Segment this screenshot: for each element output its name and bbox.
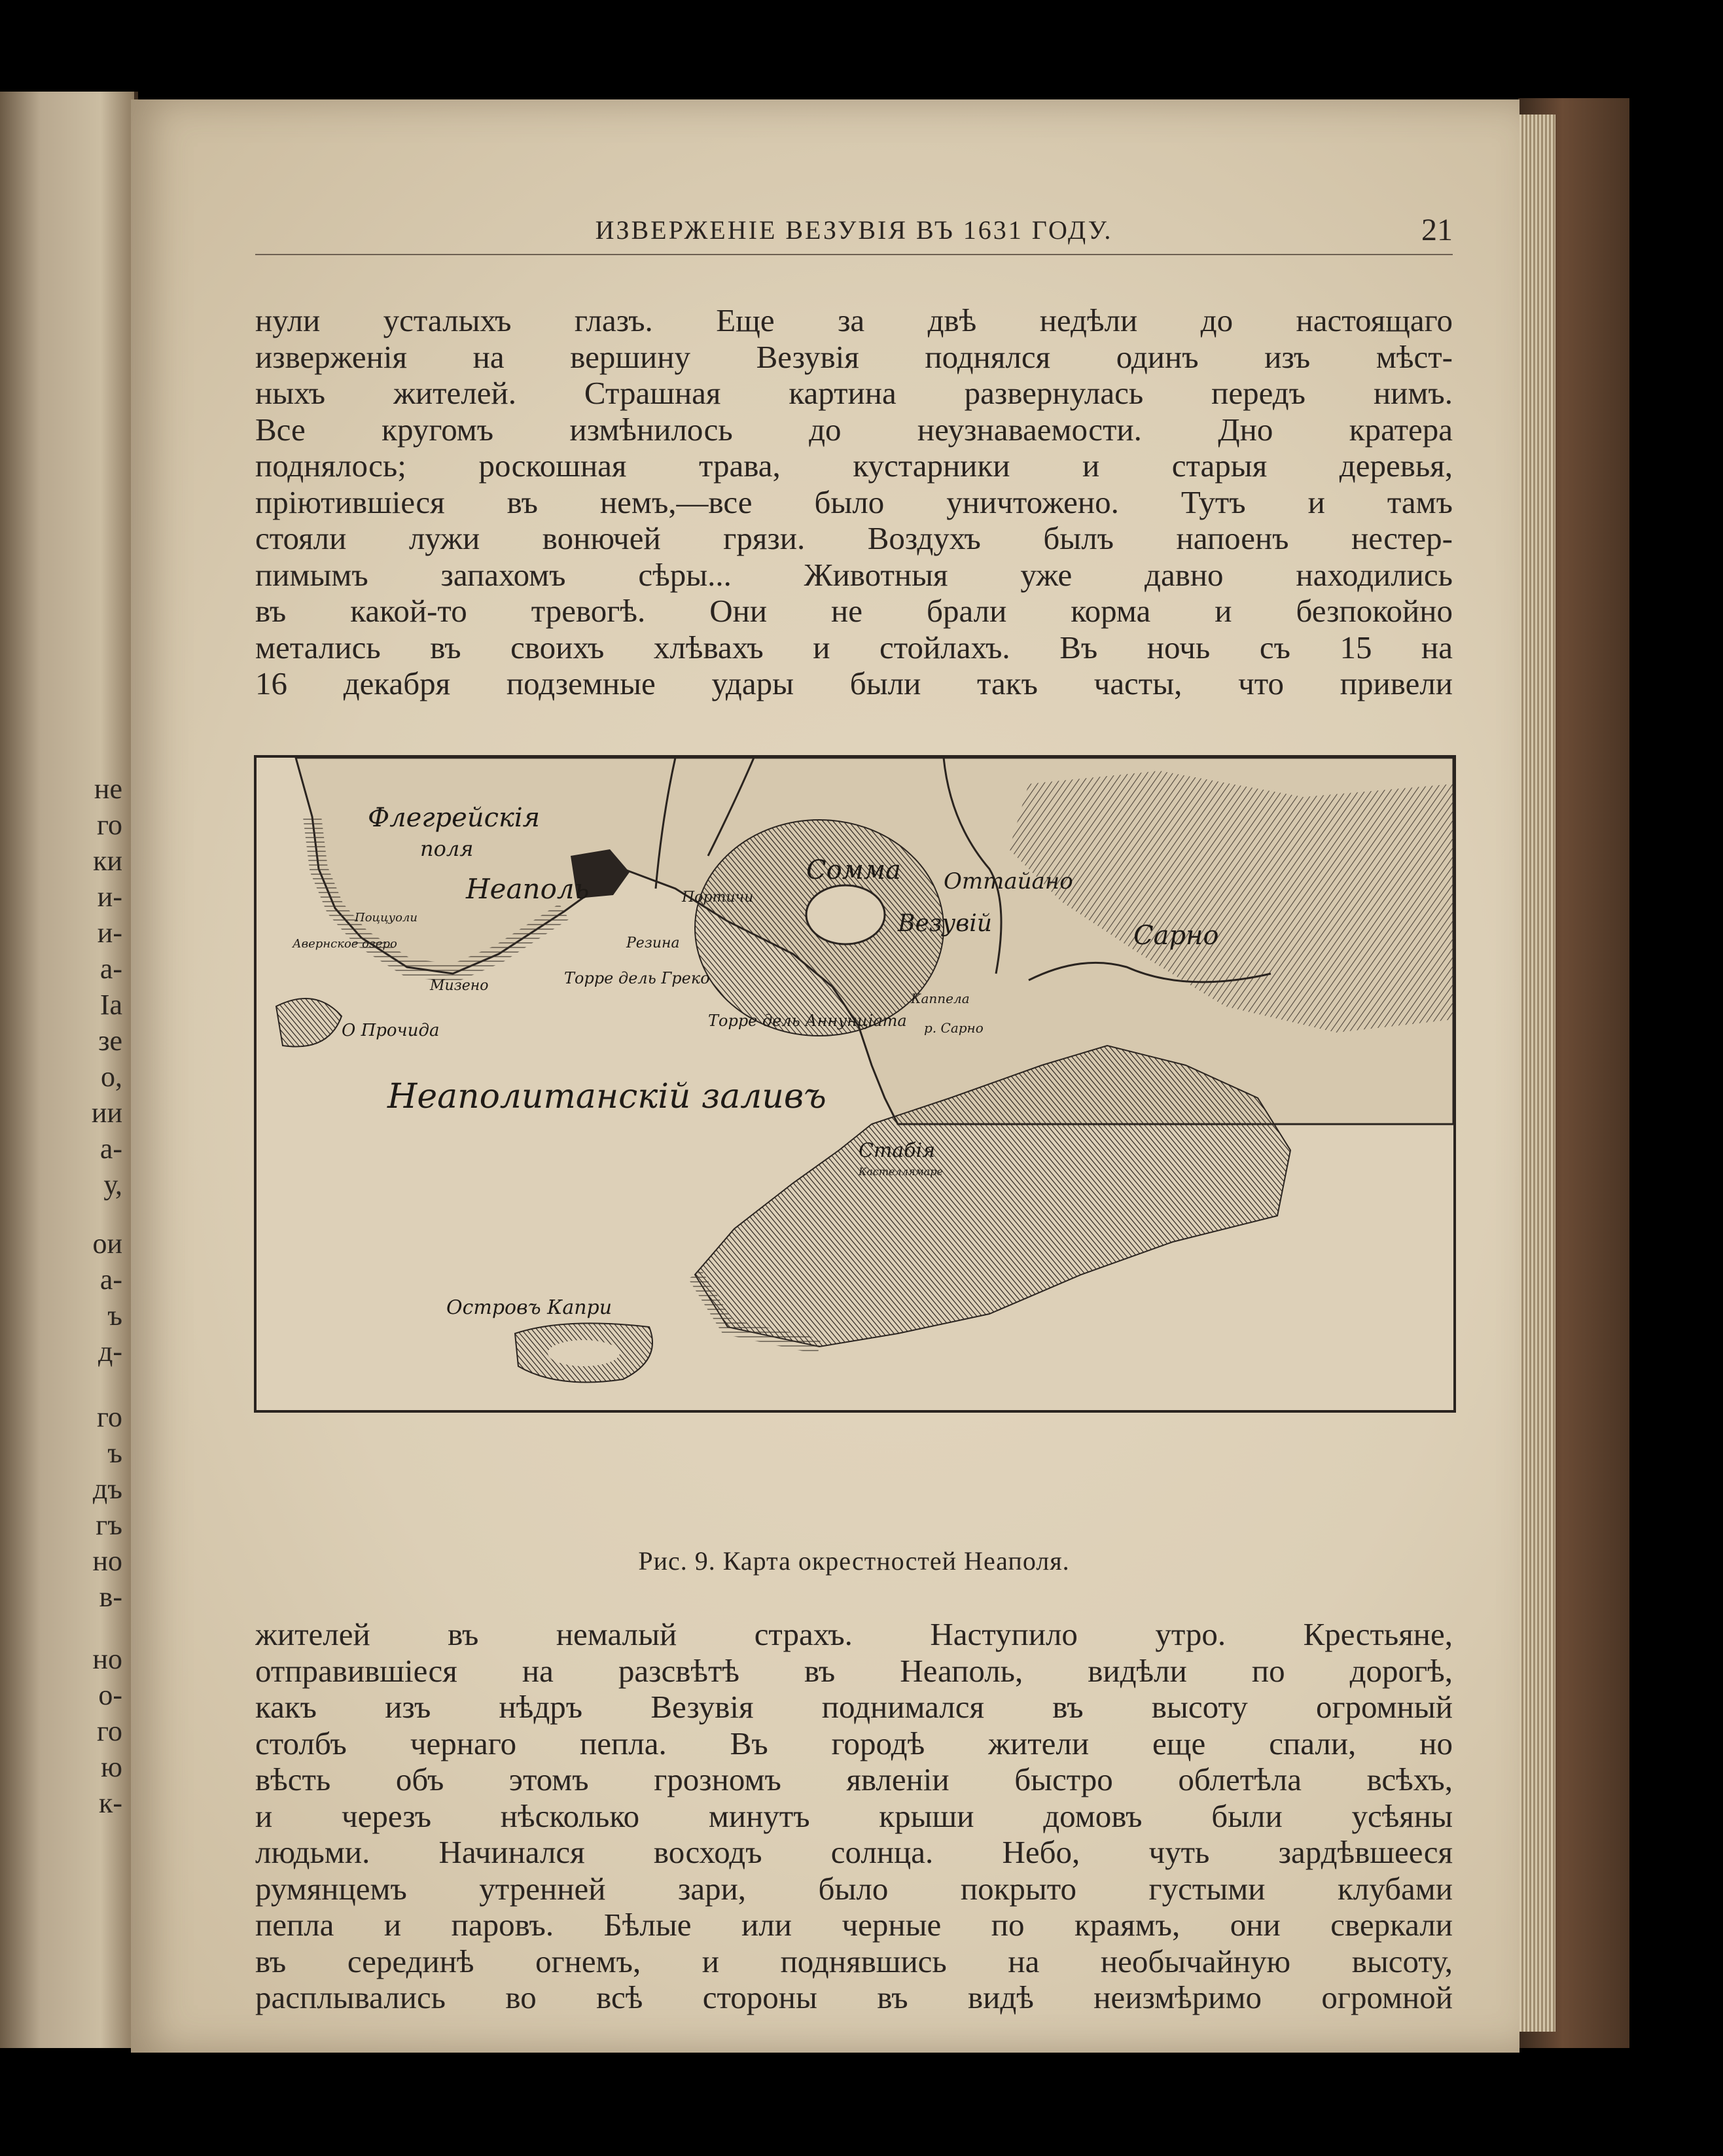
text-line: столбъ чернаго пепла. Въ городѣ жители еще спали, но — [255, 1725, 1453, 1761]
left-page-fragment: к- — [98, 1787, 122, 1819]
procida-island — [276, 998, 342, 1047]
left-page-fragment: зе — [98, 1025, 122, 1057]
text-line: румянцемъ утренней зари, было покрыто густыми клубами — [255, 1870, 1453, 1907]
text-line: пимымъ запахомъ сѣры... Животныя уже давно находились — [255, 556, 1453, 593]
left-page-fragment: дъ — [92, 1473, 122, 1505]
left-page-fragment: го — [97, 809, 122, 841]
text-line: пепла и паровъ. Бѣлые или черные по краямъ, они сверкали — [255, 1907, 1453, 1943]
label-vesuvius: Везувій — [898, 910, 992, 937]
label-resina: Резина — [626, 935, 680, 951]
label-miseno: Мизено — [430, 978, 489, 994]
text-line: въ какой-то тревогѣ. Они не брали корма и безпокойно — [255, 593, 1453, 629]
label-torre-annunziata: Торре дель Аннунціата — [708, 1012, 907, 1030]
left-page-fragment: а- — [99, 1264, 122, 1296]
left-page-fragment: ъ — [107, 1437, 122, 1469]
left-page-fragment: и- — [97, 917, 122, 949]
label-ottaiano: Оттайано — [944, 868, 1073, 894]
text-line: вѣсть объ этомъ грозномъ явленіи быстро облетѣла всѣхъ, — [255, 1761, 1453, 1797]
text-line: отправившіеся на разсвѣтѣ въ Неаполь, видѣли по дорогѣ, — [255, 1652, 1453, 1689]
text-line: стояли лужи вонючей грязи. Воздухъ былъ напоенъ нестер- — [255, 520, 1453, 556]
label-flegrei: Флегрейскія — [368, 803, 541, 833]
left-page-fragment: в- — [99, 1581, 122, 1613]
left-page-fragment: ъ — [107, 1299, 122, 1332]
left-page-fragment: о, — [101, 1061, 122, 1093]
text-line: изверженія на вершину Везувія поднялся одинъ изъ мѣст- — [255, 338, 1453, 375]
label-pozzuoli: Поццуоли — [355, 911, 417, 925]
left-page-fragment: а- — [99, 1133, 122, 1165]
previous-page-edge — [0, 92, 138, 2048]
left-page-fragment: д- — [98, 1335, 122, 1368]
paragraph-top — [255, 302, 1453, 702]
book-page — [131, 99, 1519, 2053]
label-bay: Неаполитанскій заливъ — [387, 1077, 826, 1116]
left-page-fragment: ии — [91, 1097, 122, 1129]
left-page-fragment: а- — [99, 953, 122, 985]
left-page-fragment: Іа — [99, 989, 122, 1021]
label-naples: Неаполь — [466, 873, 590, 905]
left-page-fragment: ю — [101, 1751, 122, 1783]
left-page-fragment: но — [92, 1643, 122, 1675]
label-somma: Сомма — [806, 855, 901, 885]
label-capri: Островъ Капри — [446, 1296, 613, 1319]
naples-map — [257, 758, 1453, 1410]
label-scafati: Каппела — [911, 991, 970, 1006]
left-page-fragment: го — [97, 1401, 122, 1433]
label-castellammare: Кастеллямаре — [859, 1165, 944, 1178]
left-page-fragment: гъ — [96, 1509, 122, 1541]
text-line: 16 декабря подземные удары были такъ часты, что привели — [255, 665, 1453, 701]
running-head: ИЗВЕРЖЕНІЕ ВЕЗУВІЯ ВЪ 1631 ГОДУ. — [595, 215, 1113, 245]
left-page-fragment: но — [92, 1545, 122, 1577]
left-page-fragment: у, — [103, 1169, 122, 1201]
text-line: въ серединѣ огнемъ, и поднявшись на необычайную высоту, — [255, 1943, 1453, 1979]
map-figure — [254, 755, 1456, 1413]
label-sarno: Сарно — [1133, 921, 1219, 951]
left-page-fragment: и- — [97, 881, 122, 913]
text-line: поднялось; роскошная трава, кустарники и старыя деревья, — [255, 448, 1453, 484]
label-stabia: Стабія — [859, 1139, 936, 1162]
label-sarno-river: р. Сарно — [924, 1020, 984, 1036]
label-portici: Портичи — [682, 889, 754, 906]
left-page-fragment: ои — [92, 1228, 122, 1260]
page-number: 21 — [1421, 213, 1453, 247]
label-torre-greco: Торре дель Греко — [564, 969, 710, 987]
text-line: ныхъ жителей. Страшная картина развернулась передъ нимъ. — [255, 375, 1453, 411]
text-line: расплывались во всѣ стороны въ видѣ неизмѣримо огромной — [255, 1979, 1453, 2015]
label-fields: поля — [420, 836, 474, 861]
text-line: какъ изъ нѣдръ Везувія поднимался въ высоту огромный — [255, 1689, 1453, 1725]
paragraph-bottom — [255, 1616, 1453, 2016]
label-procida: О Прочида — [342, 1021, 440, 1040]
text-line: и черезъ нѣсколько минутъ крыши домовъ были усѣяны — [255, 1797, 1453, 1834]
text-line: метались въ своихъ хлѣвахъ и стойлахъ. Въ ночь съ 15 на — [255, 629, 1453, 665]
left-page-fragment: о- — [98, 1679, 122, 1711]
left-page-fragment: не — [94, 773, 122, 805]
left-page-fragment: го — [97, 1715, 122, 1747]
text-line: нули усталыхъ глазъ. Еще за двѣ недѣли до настоящаго — [255, 302, 1453, 338]
text-line: пріютившіеся въ немъ,—все было уничтожено. Тутъ и тамъ — [255, 484, 1453, 520]
text-line: людьми. Начинался восходъ солнца. Небо, чуть зардѣвшееся — [255, 1834, 1453, 1870]
page-stack-edges — [1519, 115, 1555, 2032]
label-avernus: Авернское озеро — [293, 937, 397, 951]
figure-caption: Рис. 9. Карта окрестностей Неаполя. — [638, 1546, 1070, 1576]
text-line: Все кругомъ измѣнилось до неузнаваемости. Дно кратера — [255, 411, 1453, 448]
page-header — [255, 215, 1453, 255]
text-line: жителей въ немалый страхъ. Наступило утро. Крестьяне, — [255, 1616, 1453, 1652]
left-page-fragment: ки — [93, 845, 122, 877]
